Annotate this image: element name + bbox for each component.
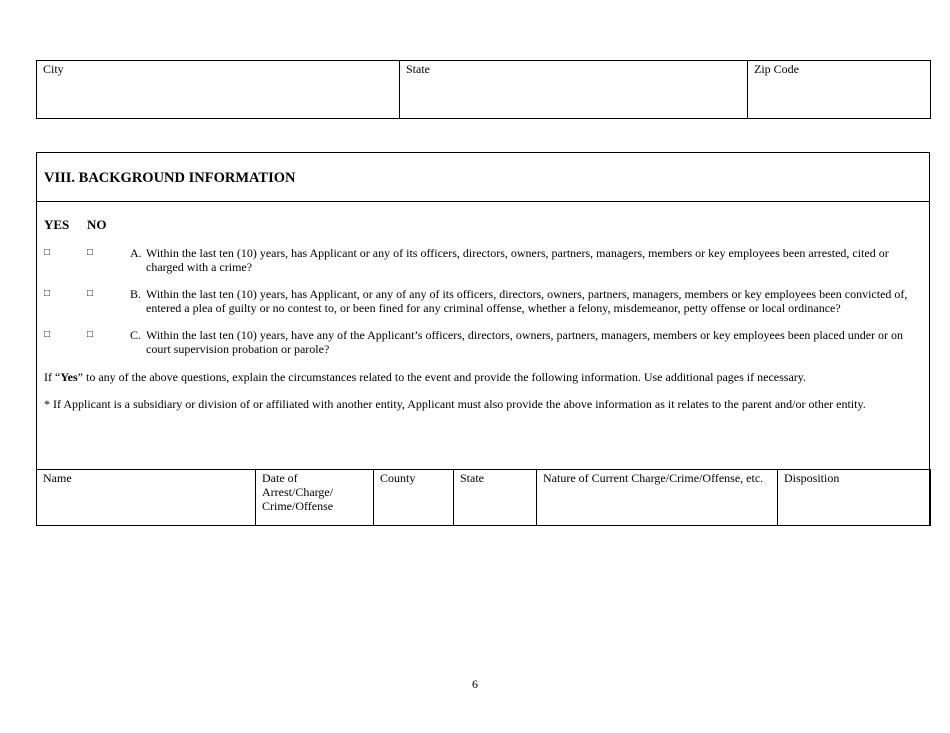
arrest-details-table <box>36 469 931 526</box>
question-c-text: Within the last ten (10) years, have any of the Applicant’s officers, directors, owners, partners, managers, members or key employees been placed under or on court supervision probation or parole? <box>146 328 904 356</box>
question-b-no-checkbox[interactable]: □ <box>87 288 94 299</box>
date-header-line2: Arrest/Charge/ <box>262 485 334 499</box>
state-field[interactable] <box>400 61 748 119</box>
background-information-section <box>36 152 930 526</box>
question-b-yes-checkbox[interactable]: □ <box>44 288 51 299</box>
section-header <box>37 153 929 202</box>
county-header <box>374 470 454 526</box>
date-header <box>256 470 374 526</box>
question-c-no-checkbox[interactable]: □ <box>87 329 94 340</box>
page-number: 6 <box>472 677 478 691</box>
question-a-letter: A. <box>130 246 142 260</box>
nature-header-label: Nature of Current Charge/Crime/Offense, etc. <box>543 471 764 485</box>
address-table <box>36 60 931 119</box>
question-b-letter: B. <box>130 287 142 301</box>
explain-prefix: If “ <box>44 370 61 384</box>
section-title: VIII. BACKGROUND INFORMATION <box>44 170 296 186</box>
question-c-letter: C. <box>130 328 142 342</box>
question-a-yes-checkbox[interactable]: □ <box>44 247 51 258</box>
table-header-row <box>37 470 931 526</box>
state-label: State <box>406 62 430 76</box>
nature-header <box>537 470 778 526</box>
city-field[interactable] <box>37 61 400 119</box>
date-header-line3: Crime/Offense <box>262 499 334 513</box>
name-header-label: Name <box>43 471 72 485</box>
question-c-yes-checkbox[interactable]: □ <box>44 329 51 340</box>
date-header-line1: Date of <box>262 471 298 485</box>
name-header <box>37 470 256 526</box>
yes-column-header: YES <box>44 217 70 232</box>
explain-suffix: ” to any of the above questions, explain the circumstances related to the event and provide the following information. Use additional pages if necessary. <box>77 370 806 384</box>
zip-code-label: Zip Code <box>754 62 799 76</box>
city-label: City <box>43 62 64 76</box>
no-column-header: NO <box>87 217 107 232</box>
county-header-label: County <box>380 471 416 485</box>
question-b-text: Within the last ten (10) years, has Applicant, or any of any of its officers, directors, owners, partners, managers, members or key employees been convicted of, entered a plea of guilty or no contest to, or been fined for any criminal offense, whether a felony, misdemeanor, petty offense or local ordinance? <box>146 287 908 315</box>
state-header-label: State <box>460 471 484 485</box>
disposition-header-label: Disposition <box>784 471 840 485</box>
question-a-no-checkbox[interactable]: □ <box>87 247 94 258</box>
subsidiary-note: * If Applicant is a subsidiary or division of or affiliated with another entity, Applicant must also provide the above information as it relates to the parent and/or other entity. <box>44 397 866 411</box>
disposition-header <box>778 470 931 526</box>
explain-yes-bold: Yes <box>60 370 78 384</box>
state-header <box>454 470 537 526</box>
explain-instructions <box>44 370 924 384</box>
question-a-text: Within the last ten (10) years, has Applicant or any of its officers, directors, owners, partners, managers, members or key employees been arrested, cited or charged with a crime? <box>146 246 889 274</box>
zip-code-field[interactable] <box>748 61 931 119</box>
